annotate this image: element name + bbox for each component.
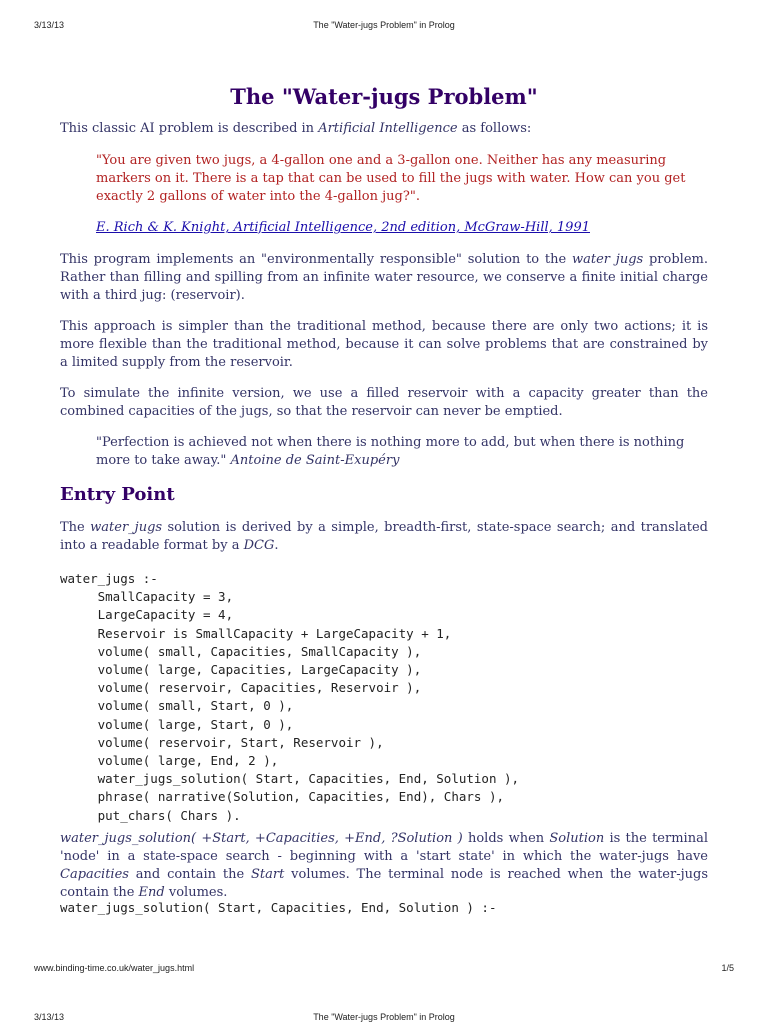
- problem-quote: "You are given two jugs, a 4-gallon one and a 3-gallon one. Neither has any measuring markers on it. There is a tap that can be used to fill the jugs with water. How can you get exactly 2 gallons of water into the 4-gallon jug?".: [96, 153, 686, 204]
- next-print-date: 3/13/13: [34, 1012, 65, 1022]
- reference-link[interactable]: E. Rich & K. Knight, Artificial Intelligence, 2nd edition, McGraw-Hill, 1991: [96, 220, 590, 235]
- book-title: Artificial Intelligence: [318, 121, 458, 136]
- paragraph-simulate: To simulate the infinite version, we use a filled reservoir with a capacity greater than the combined capacities of the jugs, so that the reservoir can never be emptied.: [60, 386, 708, 419]
- code-block-solution-head: water_jugs_solution( Start, Capacities, End, Solution ) :-: [60, 900, 497, 915]
- print-header: [0, 20, 768, 34]
- intro-paragraph: This classic AI problem is described in Artificial Intelligence as follows:: [60, 121, 532, 136]
- next-print-title: The "Water-jugs Problem" in Prolog: [313, 1012, 455, 1022]
- paragraph-solution-description: water_jugs_solution( +Start, +Capacities, +End, ?Solution ) holds when Solution is the terminal 'node' in a state-space search - beginning with a 'start state' in which the water-jugs have Capacities and contain the Start volumes. The terminal node is reached when the water-jugs contain the End volumes.: [60, 831, 708, 900]
- paragraph-entry: The water_jugs solution is derived by a simple, breadth-first, state-space search; and translated into a readable format by a DCG.: [60, 520, 708, 553]
- print-date: 3/13/13: [34, 20, 65, 30]
- print-title: The "Water-jugs Problem" in Prolog: [313, 20, 455, 30]
- perfection-quote: "Perfection is achieved not when there is nothing more to add, but when there is nothing more to take away." Antoine de Saint-Exupéry: [96, 435, 685, 468]
- section-heading-entry-point: Entry Point: [60, 484, 175, 505]
- paragraph-approach: This approach is simpler than the traditional method, because there are only two actions; it is more flexible than the traditional method, because it can solve problems that are constrained by a limited supply from the reservoir.: [60, 319, 708, 370]
- footer-url: www.binding-time.co.uk/water_jugs.html: [34, 963, 195, 973]
- code-block-water-jugs: water_jugs :- SmallCapacity = 3, LargeCapacity = 4, Reservoir is SmallCapacity + LargeCapacity + 1, volume( small, Capacities, SmallCapacity ), volume( large, Capacities, LargeCapacity ), volume( reservoir, Capacities, Reservoir ), volume( small, Start, 0 ), volume( large, Start, 0 ), volume( reservoir, Start, Reservoir ), volume( large, End, 2 ), water_jugs_solution( Start, Capacities, End, Solution ), phrase( narrative(Solution, Capacities, End), Chars ), put_chars( Chars ).: [60, 571, 520, 823]
- reference-citation: [96, 219, 708, 237]
- next-page-header: [0, 1012, 768, 1024]
- paragraph-implementation: This program implements an "environmentally responsible" solution to the water jugs problem. Rather than filling and spilling from an infinite water resource, we conserve a finite initial charge with a third jug: (reservoir).: [60, 252, 708, 303]
- page-title: The "Water-jugs Problem": [230, 84, 538, 109]
- page-number: 1/5: [721, 963, 734, 973]
- print-footer: [0, 963, 768, 977]
- quote-author: Antoine de Saint-Exupéry: [230, 453, 400, 468]
